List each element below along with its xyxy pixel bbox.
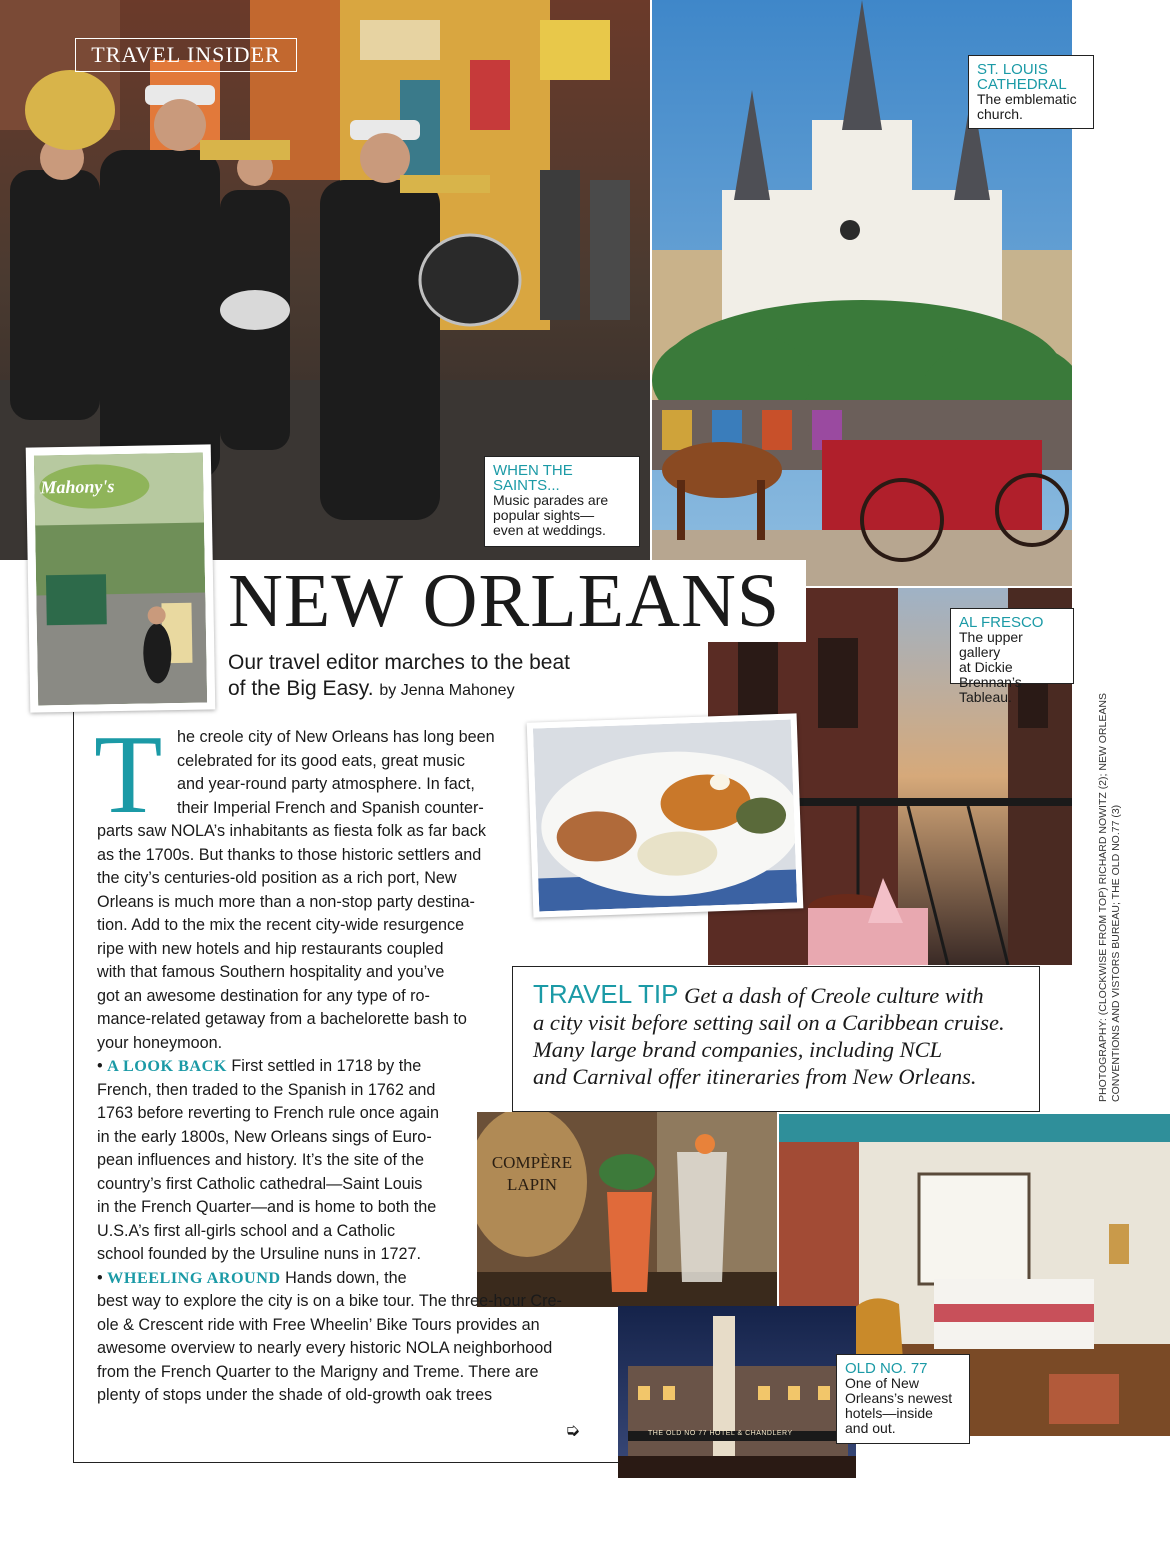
photo-credit [1097,682,1123,1102]
saints-caption-text-1: Music parades are [493,492,609,508]
intro-line: parts saw NOLA’s inhabitants as fiesta folk as far back [97,822,486,840]
tip-line-3: Many large brand companies, including NCL [533,1037,943,1062]
travel-tip-box [512,966,1040,1112]
intro-line: Orleans is much more than a non-stop party destina- [97,892,475,911]
mahonys-photo [34,453,207,706]
cathedral-caption-text-1: The emblematic [977,91,1077,107]
tip-line-2: a city visit before setting sail on a Caribbean cruise. [533,1010,1005,1035]
intro-line: mance-related getaway from a bachelorette bash to [97,1010,467,1028]
intro-line: with that famous Southern hospitality and you’ve [97,963,445,981]
bullet: • [97,1268,103,1287]
mahonys-polaroid [26,444,216,712]
wheeling-line: best way to explore the city is on a bike tour. The three-hour Cre- [97,1292,562,1310]
look-back-line: in the French Quarter—and is home to both the [97,1198,437,1216]
cathedral-caption-title-1: ST. LOUIS [977,61,1048,78]
continue-arrow-icon: ➭ [565,1420,581,1440]
saints-caption [484,456,640,547]
saints-caption-title-1: WHEN THE [493,462,573,479]
subtitle [228,650,668,704]
look-back-line: country’s first Catholic cathedral—Saint Louis [97,1174,423,1193]
cathedral-caption [968,55,1094,129]
tip-text-1: Get a dash of Creole culture with [684,983,984,1008]
oldno77-caption [836,1354,970,1444]
alfresco-caption-text-2: at Dickie Brennan’s [959,659,1022,690]
photo-credit-line-2: CONVENTIONS AND VISTORS BUREAU; THE OLD NO.77 (3) [1109,804,1122,1102]
intro-line: the city’s centuries-old position as a rich port, New [97,869,457,887]
saints-caption-text-2: popular sights— [493,507,595,523]
oldno77-caption-text-3: hotels—inside [845,1405,933,1421]
look-back-line: pean influences and history. It’s the site of the [97,1151,424,1169]
title-box [222,560,806,642]
saints-caption-text-3: even at weddings. [493,522,606,538]
look-back-line: U.S.A’s first all-girls school and a Catholic [97,1221,396,1240]
wheeling-line: plenty of stops under the shade of old-growth oak trees [97,1386,493,1404]
intro-line: their Imperial French and Spanish counter- [177,798,484,817]
tip-line-4: and Carnival offer itineraries from New Orleans. [533,1064,977,1089]
wheeling-line: ole & Crescent ride with Free Wheelin’ Bike Tours provides an [97,1315,540,1334]
look-back-first-line [97,1055,562,1079]
wheeling-first-line [97,1267,562,1291]
wheeling-line: awesome overview to nearly every historic NOLA neighborhood [97,1339,553,1357]
intro-line: got an awesome destination for any type of ro- [97,986,430,1005]
hotel-sign: THE OLD NO 77 HOTEL & CHANDLERY [648,1430,793,1437]
cathedral-caption-title-2: CATHEDRAL [977,76,1067,93]
cathedral-caption-text-2: church. [977,106,1023,122]
oldno77-caption-text-4: and out. [845,1420,896,1436]
look-back-line: school founded by the Ursuline nuns in 1727. [97,1245,421,1263]
hotel-exterior-photo [618,1306,856,1478]
intro-line: and year-round party atmosphere. In fact, [177,775,475,793]
intro-line: your honeymoon. [97,1033,223,1052]
intro-line: as the 1700s. But thanks to those historic settlers and [97,845,482,864]
oldno77-caption-text-2: Orleans’s newest [845,1390,953,1406]
tip-heading: TRAVEL TIP [533,979,679,1009]
alfresco-caption [950,608,1074,705]
intro-indented [177,726,495,820]
drop-cap: T [94,713,163,837]
look-back-line: First settled in 1718 by the [231,1057,422,1075]
page-title: NEW ORLEANS [228,559,781,643]
alfresco-caption-text-3: Tableau. [959,689,1012,705]
wheeling-line: from the French Quarter to the Marigny and Treme. There are [97,1362,539,1381]
look-back-line: French, then traded to the Spanish in 1762 and [97,1080,436,1099]
look-back-line: in the early 1800s, New Orleans sings of Euro- [97,1127,432,1146]
wheeling-heading: WHEELING AROUND [107,1268,281,1287]
intro-line: tion. Add to the mix the recent city-wide resurgence [97,916,465,934]
tip-line-1 [533,981,1019,1009]
look-back-line: 1763 before reverting to French rule once again [97,1104,439,1122]
subtitle-line-1: Our travel editor marches to the beat [228,651,570,674]
alfresco-caption-title: AL FRESCO [959,614,1044,631]
intro-body [97,820,562,1408]
section-tag: TRAVEL INSIDER [75,38,297,72]
photo-credit-line-1: PHOTOGRAPHY: (CLOCKWISE FROM TOP) RICHARD NOWITZ (2); NEW ORLEANS [1097,693,1109,1102]
saints-caption-title-2: SAINTS... [493,477,560,494]
look-back-heading: A LOOK BACK [107,1057,227,1075]
wheeling-line: Hands down, the [285,1268,407,1287]
bullet: • [97,1057,103,1075]
intro-line: celebrated for its good eats, great music [177,751,465,770]
subtitle-line-2: of the Big Easy. [228,677,374,700]
oldno77-caption-text-1: One of New [845,1375,919,1391]
intro-line: ripe with new hotels and hip restaurants coupled [97,939,444,958]
compere-lapin-barrel-text: COMPÈRE LAPIN [491,1153,573,1194]
intro-line: he creole city of New Orleans has long been [177,728,495,746]
mahonys-sign: Mahony's [40,476,115,498]
alfresco-caption-text-1: The upper gallery [959,629,1023,660]
oldno77-caption-title: OLD NO. 77 [845,1360,928,1377]
byline: by Jenna Mahoney [379,682,515,699]
